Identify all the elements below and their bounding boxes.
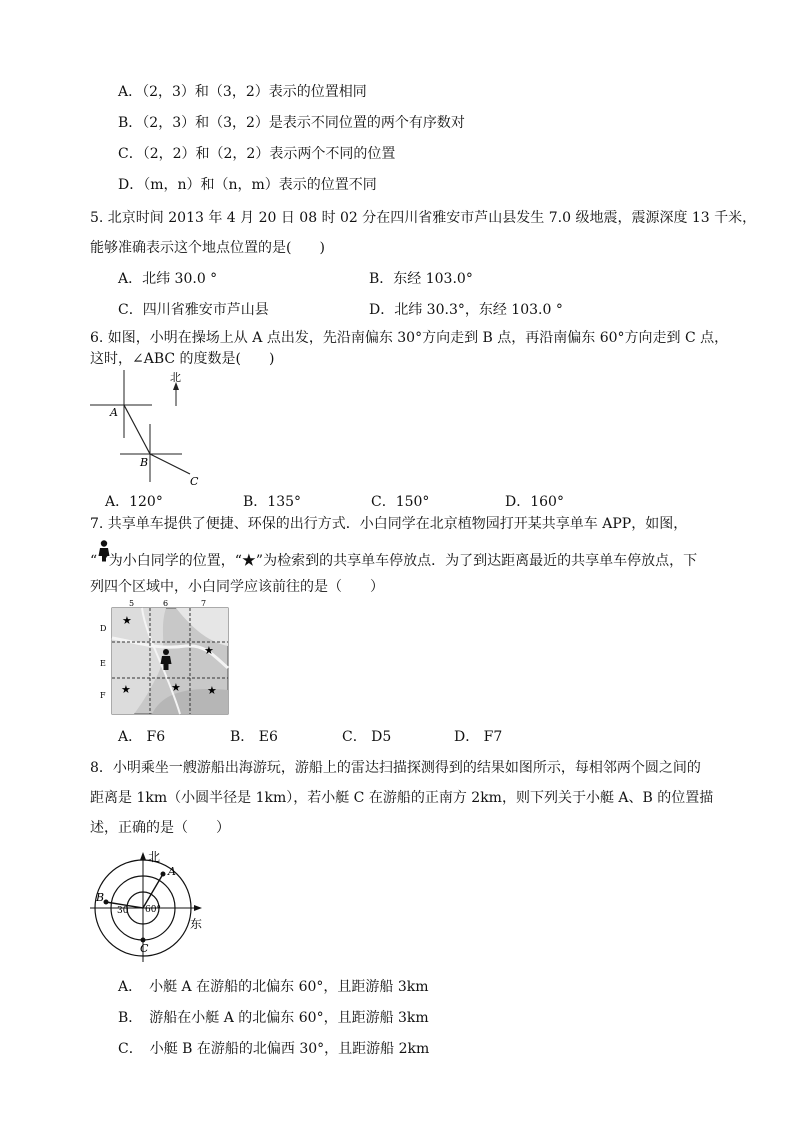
- q6-stem-line2: 这时，∠ABC 的度数是( ): [90, 351, 275, 367]
- q4-option-b: B．（2，3）和（3，2）是表示不同位置的两个有序数对: [118, 115, 465, 131]
- q4-option-a: A．（2，3）和（3，2）表示的位置相同: [118, 84, 367, 100]
- q8-point-a-label: A: [168, 865, 176, 878]
- q7-option-a: A． F6: [118, 729, 166, 745]
- q5-option-a: A．北纬 30.0 °: [118, 271, 218, 287]
- bike-star-icon: ★: [122, 614, 132, 627]
- bike-star-icon: ★: [171, 681, 181, 694]
- q5-option-d: D．北纬 30.3°，东经 103.0 °: [369, 302, 563, 318]
- q5-option-c: C．四川省雅安市芦山县: [118, 302, 269, 318]
- q5-option-b: B．东经 103.0°: [369, 271, 473, 287]
- bike-star-icon: ★: [207, 684, 217, 697]
- q8-stem-line1: 8．小明乘坐一艘游船出海游玩，游船上的雷达扫描探测得到的结果如图所示，每相邻两个圆之间的: [90, 760, 701, 776]
- q8-option-a: A． 小艇 A 在游船的北偏东 60°，且距游船 3km: [118, 979, 429, 995]
- q7-col-5: 5: [129, 599, 135, 608]
- q7-stem-line3: 列四个区域中，小白同学应该前往的是（ ）: [90, 579, 384, 595]
- q8-stem-line2: 距离是 1km（小圆半径是 1km），若小艇 C 在游船的正南方 2km，则下列关于小艇 A、B 的位置描: [90, 790, 714, 806]
- bike-star-icon: ★: [204, 644, 214, 657]
- q5-stem-line1: 5. 北京时间 2013 年 4 月 20 日 08 时 02 分在四川省雅安市芦山县发生 7.0 级地震，震源深度 13 千米，: [90, 210, 757, 226]
- q6-option-c: C．150°: [371, 494, 430, 510]
- q8-angle-60-label: 60°: [145, 905, 161, 915]
- q7-row-e: E: [100, 659, 106, 668]
- q7-col-6: 6: [163, 599, 169, 608]
- q8-option-b: B． 游船在小艇 A 的北偏东 60°，且距游船 3km: [118, 1010, 429, 1026]
- q8-east-label: 东: [190, 917, 203, 931]
- q6-point-b-label: B: [140, 456, 149, 469]
- q7-stem-line2: “ ”为小白同学的位置，“★”为检索到的共享单车停放点．为了到达距离最近的共享单车停放点，下: [90, 553, 698, 569]
- q6-stem-line1: 6. 如图，小明在操场上从 A 点出发，先沿南偏东 30°方向走到 B 点，再沿南偏东 60°方向走到 C 点，: [90, 330, 729, 346]
- q7-col-7: 7: [201, 599, 207, 608]
- q6-option-b: B．135°: [243, 494, 302, 510]
- q7-map-figure: [96, 598, 232, 718]
- bike-star-icon: ★: [121, 683, 131, 696]
- q7-option-c: C． D5: [342, 729, 392, 745]
- q4-option-c: C．（2，2）和（2，2）表示两个不同的位置: [118, 146, 396, 162]
- q7-stem-line1: 7. 共享单车提供了便捷、环保的出行方式．小白同学在北京植物园打开某共享单车 APP，如图，: [90, 516, 688, 532]
- q7-row-f: F: [100, 691, 106, 700]
- q8-point-b-label: B: [96, 891, 105, 904]
- q5-stem-line2: 能够准确表示这个地点位置的是( ): [90, 240, 325, 256]
- q8-option-c: C． 小艇 B 在游船的北偏西 30°，且距游船 2km: [118, 1041, 430, 1057]
- q7-option-d: D． F7: [454, 729, 503, 745]
- q6-option-a: A．120°: [105, 494, 163, 510]
- q8-point-c-label: C: [140, 942, 149, 955]
- q4-option-d: D．（m，n）和（n，m）表示的位置不同: [118, 177, 377, 193]
- q7-row-d: D: [100, 624, 107, 633]
- q8-radar-figure: [90, 850, 208, 962]
- q7-option-b: B． E6: [230, 729, 278, 745]
- q6-option-d: D．160°: [505, 494, 564, 510]
- q8-north-label: 北: [148, 850, 161, 864]
- q8-angle-30-label: 30: [117, 906, 129, 916]
- q8-stem-line3: 述，正确的是（ ）: [90, 820, 230, 836]
- q6-point-c-label: C: [190, 475, 199, 488]
- q6-direction-figure: [88, 368, 218, 490]
- q6-point-a-label: A: [110, 406, 118, 419]
- q6-north-label: 北: [170, 371, 181, 384]
